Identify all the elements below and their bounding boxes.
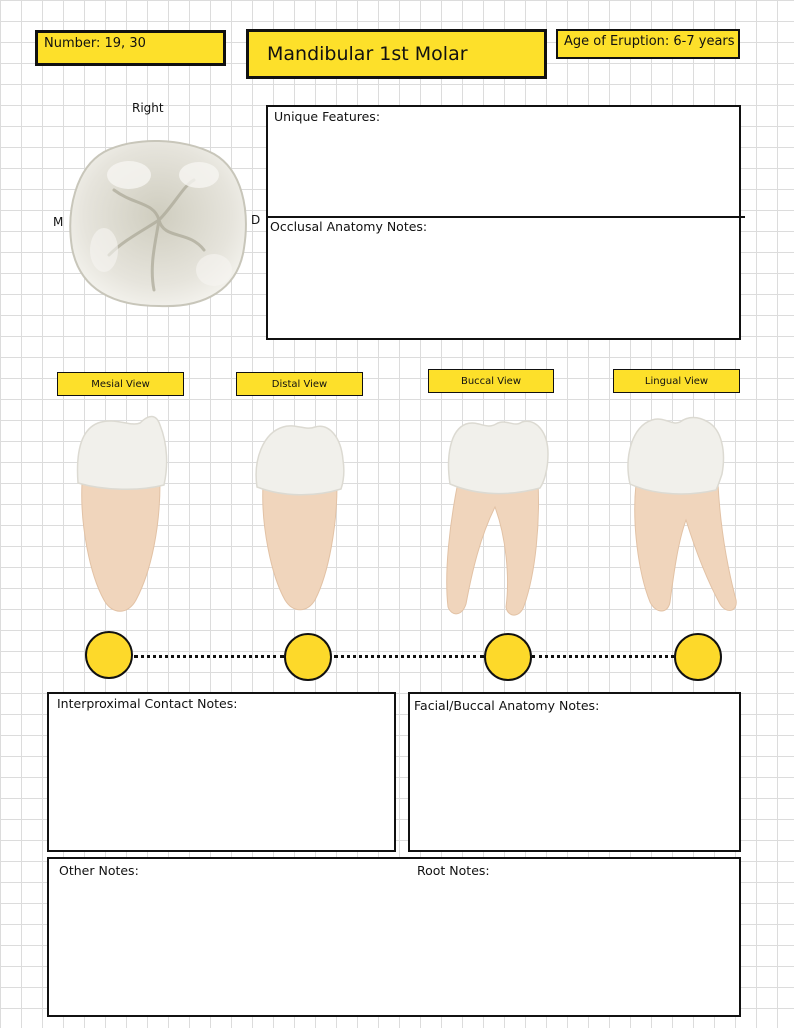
buccal-marker-circle [484,633,532,681]
side-label: Right [132,101,164,115]
facial-buccal-notes-box [408,692,741,852]
root-notes-label: Root Notes: [417,863,490,878]
notes-divider [266,216,745,218]
lingual-view-tooth [622,412,740,617]
distal-marker-circle [284,633,332,681]
distal-view-tooth [245,415,355,615]
buccal-view-tooth [440,412,555,617]
top-notes-box [266,105,741,340]
occlusal-tooth-illustration [64,130,254,320]
dotted-connector [134,655,284,658]
eruption-age-label: Age of Eruption: 6-7 years [556,29,740,59]
lingual-marker-circle [674,633,722,681]
dotted-connector [334,655,484,658]
mesial-view-label: Mesial View [57,372,184,396]
lingual-view-label: Lingual View [613,369,740,393]
interproximal-notes-box [47,692,396,852]
other-root-notes-box [47,857,741,1017]
occlusal-anatomy-label: Occlusal Anatomy Notes: [270,219,428,234]
mesial-view-tooth [60,405,180,615]
mesial-marker-circle [85,631,133,679]
distal-direction-label: D [251,213,261,227]
tooth-number-label: Number: 19, 30 [35,30,226,66]
unique-features-label: Unique Features: [274,109,381,124]
facial-buccal-notes-label: Facial/Buccal Anatomy Notes: [414,698,600,713]
page-title: Mandibular 1st Molar [246,29,547,79]
buccal-view-label: Buccal View [428,369,554,393]
distal-view-label: Distal View [236,372,363,396]
other-notes-label: Other Notes: [59,863,139,878]
dotted-connector [532,655,674,658]
interproximal-notes-label: Interproximal Contact Notes: [57,696,238,711]
mesial-direction-label: M [53,215,64,229]
